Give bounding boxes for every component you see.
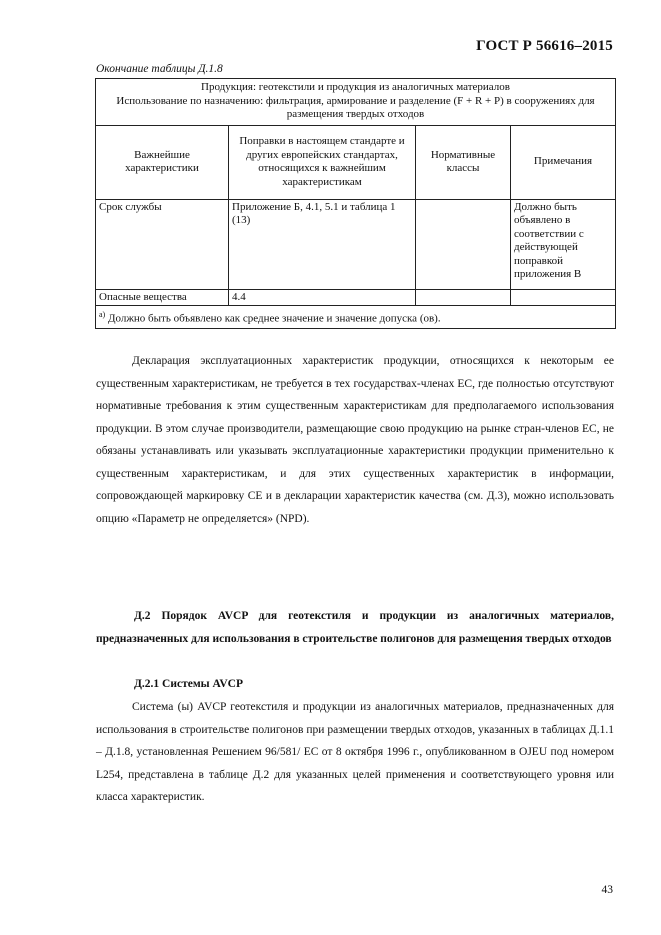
standard-designation: ГОСТ Р 56616–2015 [476,38,613,54]
cell-classes [416,199,511,289]
cell-characteristic: Опасные вещества [96,289,229,306]
column-header-references: Поправки в настоящем стандарте и других европейских стандартах, относящихся к важнейшим характеристикам [229,125,416,199]
subsection-heading [96,673,614,696]
table-footnote-row [96,306,616,329]
product-line: Продукция: геотекстили и продукция из аналогичных материалов [201,81,510,93]
column-header-characteristics: Важнейшие характеристики [96,125,229,199]
cell-notes: Должно быть объявлено в соответствии с действующей поправкой приложения В [511,199,616,289]
table-row [96,289,616,306]
subsection-heading-text: Д.2.1 Системы AVCP [134,678,243,690]
usage-line: Использование по назначению: фильтрация, армирование и разделение (F + R + P) в сооружениях для размещения твердых отходов [116,94,595,120]
column-header-notes: Примечания [511,125,616,199]
column-header-classes: Нормативные классы [416,125,511,199]
cell-classes [416,289,511,306]
cell-characteristic: Срок службы [96,199,229,289]
cell-reference: 4.4 [229,289,416,306]
characteristics-table [95,78,616,329]
table-caption: Окончание таблицы Д.1.8 [96,63,223,75]
table-product-row [96,79,616,126]
cell-notes [511,289,616,306]
section-heading-text: Д.2 Порядок AVCP для геотекстиля и продукции из аналогичных материалов, предназначенных для использования в строительстве полигонов для размещения твердых отходов [96,610,614,645]
table-row [96,199,616,289]
product-description-cell [96,79,616,126]
cell-reference: Приложение Б, 4.1, 5.1 и таблица 1 (13) [229,199,416,289]
avcp-paragraph [96,696,614,809]
table-footnote [96,306,616,329]
paragraph-text: Система (ы) AVCP геотекстиля и продукции из аналогичных материалов, предназначенных для использования в строительстве полигонов при размещении твердых отходов, указанных в таблицах Д.1.1 – Д.1.8, установленная Решением 96/581/ ЕС от 8 октября 1996 г., опубликованном в OJEU под номером L254, представлена в таблице Д.2 для указанных целей применения и соответствующего уровня или класса характеристик. [96,701,614,803]
table-header-row [96,125,616,199]
section-heading [96,605,614,650]
footnote-mark: а) [99,310,106,319]
footnote-text: Должно быть объявлено как среднее значение и значение допуска (ов). [105,312,441,325]
page-number: 43 [601,884,613,896]
declaration-paragraph [96,350,614,530]
paragraph-text: Декларация эксплуатационных характеристик продукции, относящихся к некоторым ее существенным характеристикам, не требуется в тех государствах-членах ЕС, где полностью отсутствуют нормативные требования к этим существенным характеристикам для предполагаемого использования продукции. В этом случае производители, размещающие свою продукцию на рынке стран-членов ЕС, не обязаны устанавливать или указывать эксплуатационные характеристики продукции применительно к существенным характеристикам, и для этих существенных характеристик в информации, сопровождающей маркировку СЕ и в декларации характеристик качества (см. Д.3), можно использовать опцию «Параметр не определяется» (NPD). [96,355,614,525]
